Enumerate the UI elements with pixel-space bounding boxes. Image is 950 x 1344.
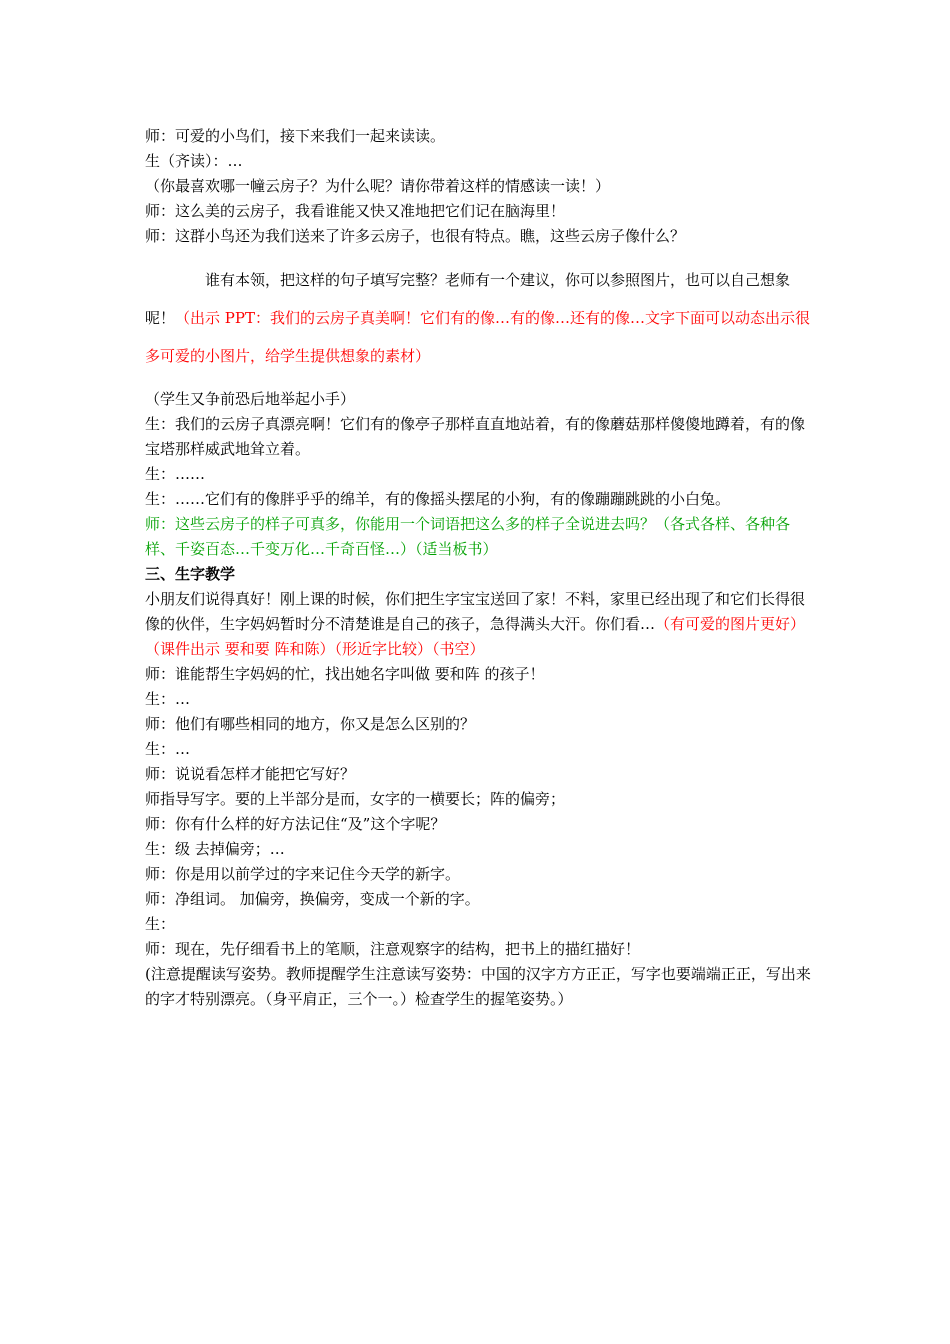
ppt-paragraph bbox=[145, 261, 817, 375]
ppt-instruction: （出示 PPT：我们的云房子真美啊！它们有的像…有的像…还有的像…文字下面可以动态出示很多可爱的小图片，给学生提供想象的素材） bbox=[145, 309, 810, 365]
courseware-note: （课件出示 要和要 阵和陈）（形近字比较）（书空） bbox=[145, 640, 485, 658]
lesson-transcript bbox=[145, 124, 817, 1012]
image-suggestion: （有可爱的图片更好） bbox=[655, 615, 806, 633]
teacher-paragraph bbox=[145, 587, 817, 637]
student-line: 生：我们的云房子真漂亮啊！它们有的像亭子那样直直地站着，有的像蘑菇那样傻傻地蹲着，有的像宝塔那样威武地耸立着。 bbox=[145, 415, 806, 458]
teacher-line: 师：这么美的云房子，我看谁能又快又准地把它们记在脑海里！ bbox=[145, 202, 566, 220]
teacher-prompt: 谁有本领，把这样的句子填写完整？老师有一个建议，你可以参照图片，也可以自己想象呢！ bbox=[145, 271, 791, 327]
teacher-line: 师：说说看怎样才能把它写好？ bbox=[145, 765, 356, 783]
teacher-line: 师指导写字。要的上半部分是而，女字的一横要长；阵的偏旁； bbox=[145, 790, 566, 808]
teacher-line: 师：谁能帮生字妈妈的忙，找出她名字叫做 要和阵 的孩子！ bbox=[145, 665, 545, 683]
teacher-line: 师：你是用以前学过的字来记住今天学的新字。 bbox=[145, 865, 461, 883]
student-line: 生：… bbox=[145, 740, 191, 758]
teacher-line: 师：现在，先仔细看书上的笔顺，注意观察字的结构，把书上的描红描好！ bbox=[145, 940, 641, 958]
teacher-line: 师：可爱的小鸟们，接下来我们一起来读读。 bbox=[145, 127, 446, 145]
student-line: 生：…… bbox=[145, 465, 206, 483]
note-line: （学生又争前恐后地举起小手） bbox=[145, 390, 356, 408]
teacher-line: 师：这群小鸟还为我们送来了许多云房子，也很有特点。瞧，这些云房子像什么？ bbox=[145, 227, 686, 245]
note-line: （你最喜欢哪一幢云房子？为什么呢？请你带着这样的情感读一读！） bbox=[145, 177, 611, 195]
teacher-narration: 小朋友们说得真好！刚上课的时候，你们把生字宝宝送回了家！不料，家里已经出现了和它们长得很像的伙伴，生字妈妈暂时分不清楚谁是自己的孩子，急得满头大汗。你们看… bbox=[145, 590, 806, 633]
teacher-question: 师：这些云房子的样子可真多，你能用一个词语把这么多的样子全说进去吗？（各式各样、各种各样、千姿百态…千变万化…千奇百怪…）（适当板书） bbox=[145, 515, 791, 558]
student-line: 生：……它们有的像胖乎乎的绵羊，有的像摇头摆尾的小狗，有的像蹦蹦跳跳的小白兔。 bbox=[145, 490, 731, 508]
section-heading: 三、生字教学 bbox=[145, 565, 236, 583]
teacher-line: 师：他们有哪些相同的地方，你又是怎么区别的？ bbox=[145, 715, 476, 733]
note-paragraph: (注意提醒读写姿势。教师提醒学生注意读写姿势：中国的汉字方方正正，写字也要端端正正，写出来的字才特别漂亮。（身平肩正，三个一。）检查学生的握笔姿势。） bbox=[145, 965, 811, 1008]
student-line: 生：… bbox=[145, 690, 191, 708]
student-line: 生：级 去掉偏旁；… bbox=[145, 840, 285, 858]
teacher-line: 师：净组词。 加偏旁，换偏旁，变成一个新的字。 bbox=[145, 890, 480, 908]
teacher-line: 师：你有什么样的好方法记住“及”这个字呢？ bbox=[145, 815, 446, 833]
student-line: 生（齐读）：… bbox=[145, 152, 243, 170]
student-line: 生： bbox=[145, 915, 176, 933]
